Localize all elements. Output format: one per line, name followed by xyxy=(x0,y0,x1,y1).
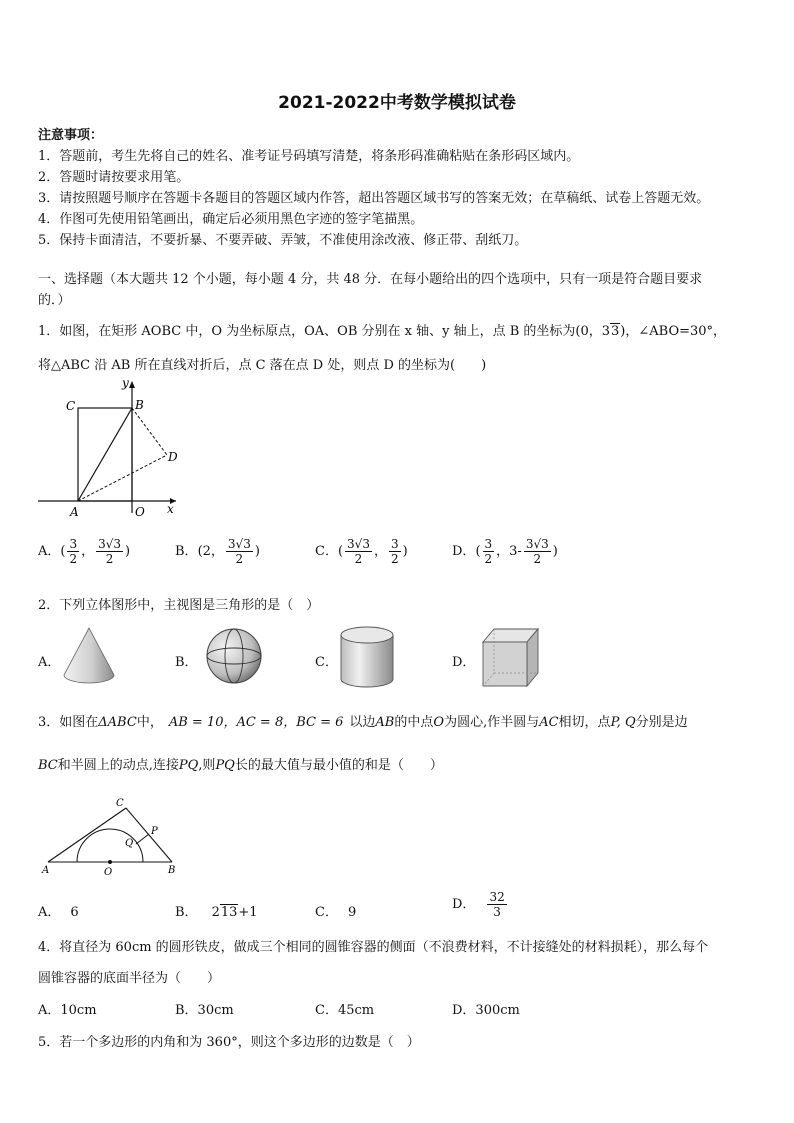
q1-figure xyxy=(36,375,186,520)
notice-item: 1．答题前，考生先将自己的姓名、准考证号码填写清楚，将条形码准确粘贴在条形码区域内。 xyxy=(38,149,580,164)
label-b: B xyxy=(135,398,144,412)
denominator: 3 xyxy=(493,905,501,919)
page-title: 2021-2022中考数学模拟试卷 xyxy=(278,93,516,113)
numerator: 3√3 xyxy=(347,537,370,551)
cylinder-icon xyxy=(337,625,397,691)
label-p: P xyxy=(151,826,158,837)
q3-option-d[interactable] xyxy=(452,890,509,919)
q3-text: 以边 xyxy=(349,715,376,730)
numerator: 3 xyxy=(390,537,399,551)
denominator: 2 xyxy=(354,552,363,566)
numerator: 3 xyxy=(484,537,493,551)
fraction xyxy=(487,890,506,919)
q4-stem-line2: 圆锥容器的底面半径为（ ） xyxy=(38,971,221,986)
q3-option-b[interactable] xyxy=(175,901,258,920)
q1-option-d[interactable]: D．( $\frac{3}{2}$ ，3- $\frac{3√3}{2}$ ) xyxy=(452,537,558,566)
label-c: C xyxy=(116,798,124,809)
label-y: y xyxy=(122,376,129,390)
segment-bd xyxy=(132,408,167,455)
denominator: 2 xyxy=(105,552,114,566)
label-q: Q xyxy=(125,838,134,849)
q1-option-c[interactable]: C．( $\frac{3√3}{2}$ ， $\frac{3}{2}$ ) xyxy=(315,537,408,566)
fraction xyxy=(389,537,401,566)
numerator: 32 xyxy=(489,890,505,904)
section-heading: 一、选择题（本大题共 12 个小题，每小题 4 分，共 48 分．在每小题给出的四个选项中，只有一项是符合题目要求 xyxy=(38,272,703,287)
numerator: 3√3 xyxy=(98,537,122,551)
numerator: 3√3 xyxy=(525,537,549,551)
segment-pq xyxy=(136,834,149,844)
center-o xyxy=(108,860,112,864)
q3-math: O xyxy=(433,715,445,730)
q3-text: 相切，点 xyxy=(558,715,611,730)
notice-item: 5．保持卡面清洁，不要折暴、不要弄破、弄皱，不准使用涂改液、修正带、刮纸刀。 xyxy=(38,233,528,248)
q4-stem-line1: 4．将直径为 60cm 的圆形铁皮，做成三个相同的圆锥容器的侧面（不浪费材料，不计接缝处的材料损耗），那么每个 xyxy=(38,940,709,955)
option-label: B． xyxy=(175,544,198,559)
notice-item: 3．请按照题号顺序在答题卡各题目的答题区域内作答，超出答题区域书写的答案无效；在草稿纸、试卷上答题无效。 xyxy=(38,191,710,206)
label-d: D xyxy=(168,450,178,464)
option-label: C． xyxy=(315,905,338,920)
q3-text: ,则 xyxy=(198,758,216,773)
numerator: 3√3 xyxy=(227,537,251,551)
option-label: D． xyxy=(452,544,476,559)
q2-option-b-label[interactable]: B． xyxy=(175,655,198,670)
q3-text: 中， xyxy=(136,715,163,730)
label-a: A xyxy=(42,865,50,876)
q5-stem: 5．若一个多边形的内角和为 360°，则这个多边形的边数是（ ） xyxy=(38,1035,420,1050)
label-x: x xyxy=(167,502,174,516)
q3-stem-line2 xyxy=(38,754,443,773)
denominator: 2 xyxy=(235,552,244,566)
q2-stem: 2．下列立体图形中，主视图是三角形的是（ ） xyxy=(38,598,320,613)
denominator: 2 xyxy=(484,552,493,566)
option-value: +1 xyxy=(238,905,258,920)
segment-ac xyxy=(48,808,126,862)
q3-text: 3．如图在 xyxy=(38,715,99,730)
fraction xyxy=(226,537,253,566)
q1-stem-line2: 将△ABC 沿 AB 所在直线对折后，点 C 落在点 D 处，则点 D 的坐标为( ) xyxy=(38,358,487,373)
q2-option-d-label[interactable]: D． xyxy=(452,655,476,670)
label-a: A xyxy=(70,505,79,519)
option-label: A． xyxy=(38,544,61,559)
q3-text: 的中点 xyxy=(394,715,434,730)
q4-option-b[interactable]: B．30cm xyxy=(175,1003,234,1018)
option-value: 6 xyxy=(70,905,79,920)
fraction xyxy=(524,537,551,566)
q1-sqrt: 3 xyxy=(611,324,620,339)
q4-option-a[interactable]: A．10cm xyxy=(38,1003,97,1018)
q3-math: AC xyxy=(539,715,559,730)
q3-option-c[interactable] xyxy=(315,901,356,920)
denominator: 2 xyxy=(69,552,78,566)
numerator: 3 xyxy=(69,537,78,551)
denominator: 2 xyxy=(390,552,399,566)
q3-text: 分别是边 xyxy=(635,715,688,730)
q1-text-c: )，∠ABO=30°， xyxy=(620,324,727,339)
q1-text-a: 1．如图，在矩形 AOBC 中，O 为坐标原点，OA、OB 分别在 x 轴、y 轴上，点 B 的坐标为(0，3 xyxy=(38,324,611,339)
q2-option-a-label[interactable]: A． xyxy=(38,655,61,670)
fraction xyxy=(345,537,372,566)
option-value: 2 xyxy=(211,905,220,920)
denominator: 2 xyxy=(533,552,542,566)
q3-math: PQ xyxy=(178,758,199,773)
q4-option-c[interactable]: C．45cm xyxy=(315,1003,375,1018)
q3-math: AB xyxy=(375,715,395,730)
q3-math: ΔABC xyxy=(98,715,137,730)
option-label: B． xyxy=(175,905,198,920)
label-b: B xyxy=(168,865,176,876)
fraction xyxy=(96,537,123,566)
notice-item: 4．作图可先使用铅笔画出，确定后必须用黑色字迹的签字笔描黑。 xyxy=(38,212,424,227)
q3-math: PQ xyxy=(215,758,235,773)
cube-icon xyxy=(478,626,542,690)
q3-text: 为圆心,作半圆与 xyxy=(444,715,540,730)
notice-heading: 注意事项： xyxy=(38,128,104,143)
q3-math: BC xyxy=(38,758,58,773)
label-o: O xyxy=(104,867,113,878)
q3-text: 长的最大值与最小值的和是（ ） xyxy=(234,758,443,773)
option-label: D． xyxy=(452,897,476,912)
q1-option-a[interactable]: A．( $\frac{3}{2}$ ， $\frac{3√3}{2}$ ) xyxy=(38,537,131,566)
option-label: C． xyxy=(315,544,338,559)
fraction xyxy=(67,537,79,566)
q3-math: P, Q xyxy=(610,715,636,730)
q3-text: 和半圆上的动点,连接 xyxy=(57,758,179,773)
section-heading-cont: 的．） xyxy=(38,293,71,308)
q1-stem-line1 xyxy=(38,320,726,339)
cone-icon xyxy=(60,625,118,687)
option-value: 9 xyxy=(347,905,357,920)
q3-option-a[interactable] xyxy=(38,901,79,920)
label-c: C xyxy=(66,399,76,413)
sphere-icon xyxy=(204,626,264,686)
q3-math: AB = 10，AC = 8，BC = 6 xyxy=(168,715,344,730)
segment-bc xyxy=(126,808,172,862)
option-text: ，3- xyxy=(496,544,522,559)
fraction xyxy=(483,537,495,566)
option-value: 13 xyxy=(220,905,238,920)
q1-option-b[interactable]: B．(2， $\frac{3√3}{2}$ ) xyxy=(175,537,260,566)
q2-option-c-label[interactable]: C． xyxy=(315,655,338,670)
option-text: (2， xyxy=(197,544,224,559)
q4-option-d[interactable]: D．300cm xyxy=(452,1003,520,1018)
q3-figure xyxy=(38,792,188,880)
label-o: O xyxy=(135,505,145,519)
notice-item: 2．答题时请按要求用笔。 xyxy=(38,170,190,185)
option-label: A． xyxy=(38,905,61,920)
q3-stem-line1 xyxy=(38,711,688,730)
y-axis-arrow xyxy=(129,381,135,388)
